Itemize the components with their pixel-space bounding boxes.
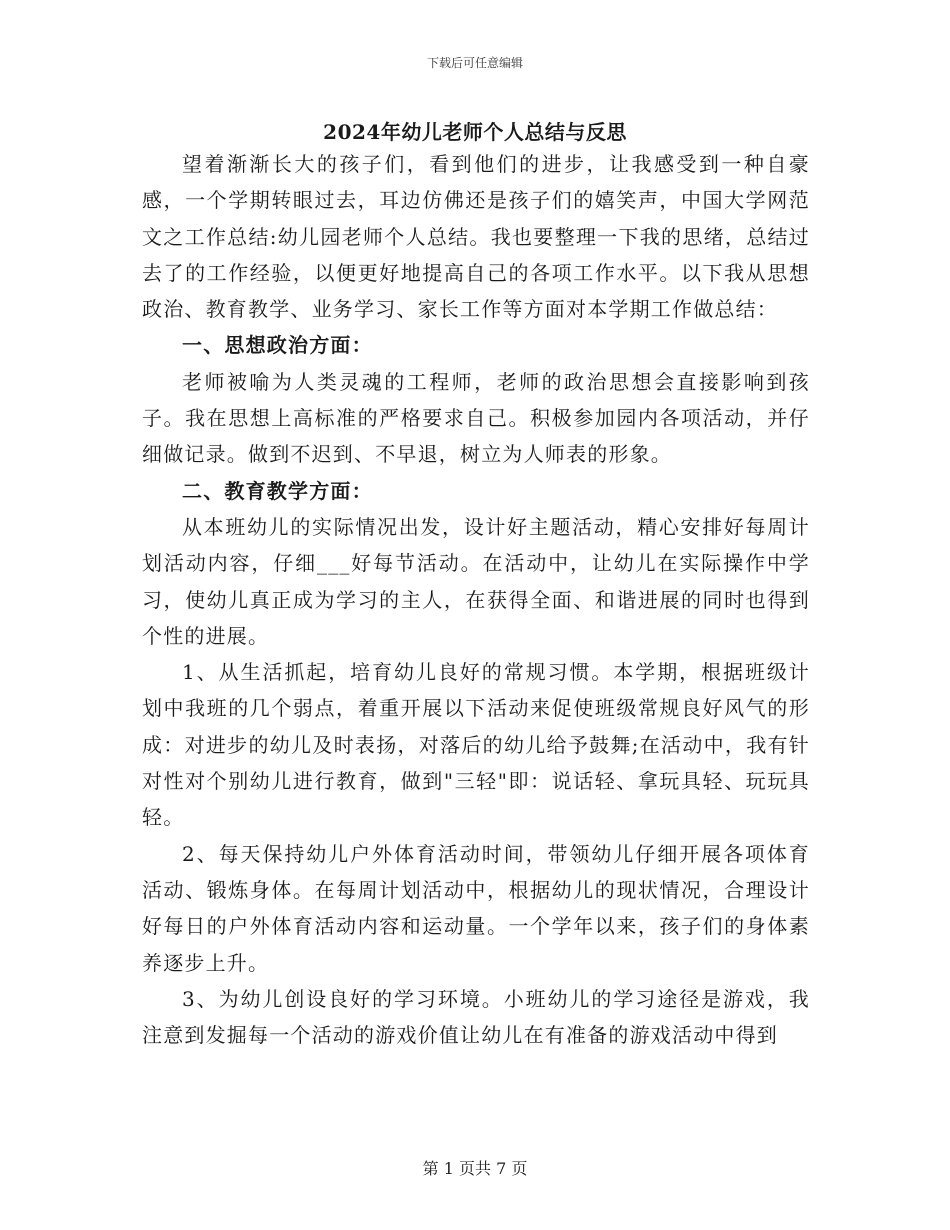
teaching-item-3: 3、为幼儿创设良好的学习环境。小班幼儿的学习途径是游戏，我注意到发掘每一个活动的游戏价值让幼儿在有准备的游戏活动中得到 xyxy=(142,986,810,1048)
section-heading-politics: 一、思想政治方面： xyxy=(182,333,373,358)
politics-paragraph: 老师被喻为人类灵魂的工程师，老师的政治思想会直接影响到孩子。我在思想上高标准的严格要求自己。积极参加园内各项活动，并仔细做记录。做到不迟到、不早退，树立为人师表的形象。 xyxy=(142,369,810,467)
document-title: 2024年幼儿老师个人总结与反思 xyxy=(323,120,627,144)
section-heading-teaching: 二、教育教学方面： xyxy=(182,478,373,503)
teaching-paragraph: 从本班幼儿的实际情况出发，设计好主题活动，精心安排好每周计划活动内容，仔细___好每节活动。在活动中，让幼儿在实际操作中学习，使幼儿真正成为学习的主人，在获得全面、和谐进展的同时也得到个性的进展。 xyxy=(142,514,810,648)
intro-paragraph: 望着渐渐长大的孩子们，看到他们的进步，让我感受到一种自豪感，一个学期转眼过去，耳边仿佛还是孩子们的嬉笑声，中国大学网范文之工作总结:幼儿园老师个人总结。我也要整理一下我的思绪，总结过去了的工作经验，以便更好地提高自己的各项工作水平。以下我从思想政治、教育教学、业务学习、家长工作等方面对本学期工作做总结： xyxy=(142,152,810,322)
page-number: 第 1 页共 7 页 xyxy=(422,1159,528,1178)
document-body xyxy=(142,146,810,1053)
teaching-item-1: 1、从生活抓起，培育幼儿良好的常规习惯。本学期，根据班级计划中我班的几个弱点，着重开展以下活动来促使班级常规良好风气的形成：对进步的幼儿及时表扬，对落后的幼儿给予鼓舞;在活动中，我有针对性对个别幼儿进行教育，做到"三轻"即：说话轻、拿玩具轻、玩玩具轻。 xyxy=(142,660,810,830)
page-header-note: 下载后可任意编辑 xyxy=(426,56,523,70)
teaching-item-2: 2、每天保持幼儿户外体育活动时间，带领幼儿仔细开展各项体育活动、锻炼身体。在每周计划活动中，根据幼儿的现状情况，合理设计好每日的户外体育活动内容和运动量。一个学年以来，孩子们的身体素养逐步上升。 xyxy=(142,841,810,975)
